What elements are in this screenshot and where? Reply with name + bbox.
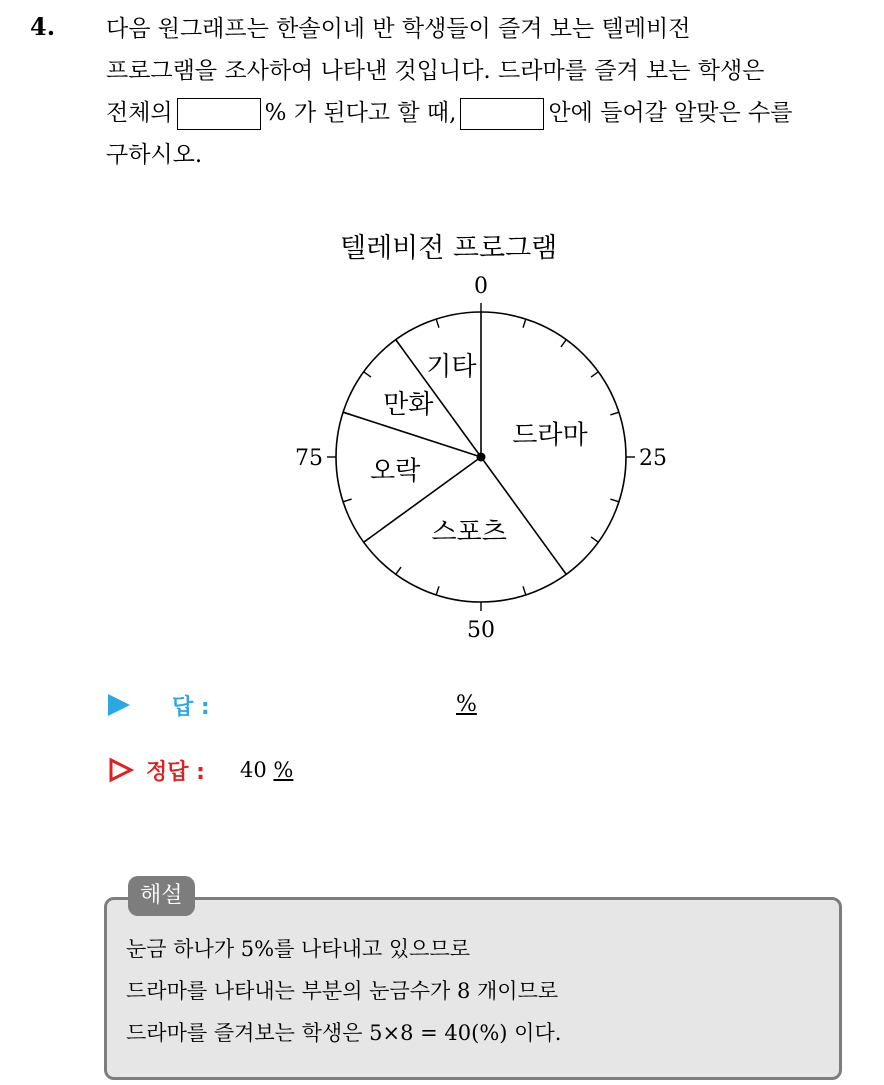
explanation-tag: 해설 (128, 876, 195, 916)
answer-arrow-icon (108, 694, 130, 716)
pie-slice-label: 기타 (426, 351, 477, 382)
explanation-line: 드라마를 나타내는 부분의 눈금수가 8 개이므로 (126, 979, 559, 1003)
pie-chart (280, 276, 680, 646)
pie-slice-label: 드라마 (512, 420, 588, 451)
question-line-2: 프로그램을 조사하여 나타낸 것입니다. 드라마를 즐겨 보는 학생은 (106, 58, 765, 84)
question-line-3-post: 안에 들어갈 알맞은 수를 (548, 100, 793, 126)
explanation-body (126, 928, 561, 1054)
answer-unit: % (456, 692, 477, 717)
correct-answer-value (240, 758, 293, 782)
correct-answer-label: 정답 : (146, 760, 205, 785)
question-line-3 (106, 92, 866, 134)
question-line-4: 구하시오. (106, 142, 203, 168)
question-line-3-pre: 전체의 (106, 100, 173, 126)
question-text (106, 8, 866, 176)
explanation-line: 눈금 하나가 5%를 나타내고 있으므로 (126, 937, 471, 961)
pie-center-dot (477, 453, 486, 462)
answer-blank-box (177, 98, 261, 130)
correct-answer-number: 40 (240, 758, 267, 782)
pie-scale-label: 0 (474, 276, 488, 299)
question-number: 4. (30, 12, 56, 41)
pie-scale-label: 75 (295, 446, 323, 471)
answer-label: 답 : (172, 695, 210, 720)
answer-blank-box-2 (460, 98, 544, 130)
question-line-1: 다음 원그래프는 한솔이네 반 학생들이 즐겨 보는 텔레비전 (106, 16, 691, 42)
explanation-line: 드라마를 즐겨보는 학생은 5×8 = 40(%) 이다. (126, 1021, 562, 1045)
pie-slice-label: 오락 (369, 456, 421, 487)
question-line-3-mid: % 가 된다고 할 때, (264, 100, 457, 126)
pie-slice-label: 스포츠 (431, 517, 507, 548)
correct-arrow-icon (108, 757, 134, 783)
pie-slice-label: 만화 (383, 390, 434, 421)
pie-scale-label: 25 (639, 446, 667, 471)
pie-scale-label: 50 (467, 618, 495, 643)
chart-title: 텔레비전 프로그램 (340, 233, 558, 264)
correct-answer-unit: % (273, 758, 294, 782)
